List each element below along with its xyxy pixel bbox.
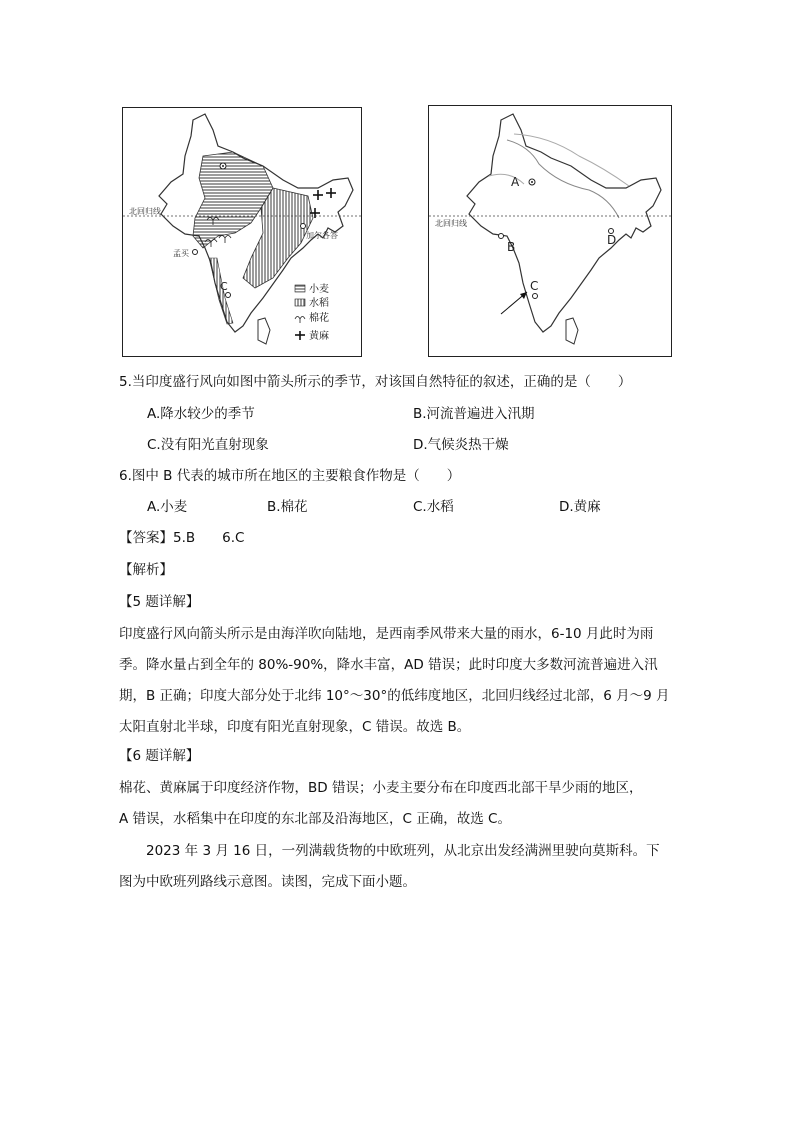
- q6-explanation: 棉花、黄麻属于印度经济作物，BD 错误；小麦主要分布在印度西北部干旱少雨的地区， A 错误，水稻集中在印度的东北部及沿海地区，C 正确，故选 C。: [119, 780, 643, 827]
- q5-explanation: 印度盛行风向箭头所示是由海洋吹向陆地，是西南季风带来大量的雨水，6-10 月此时为雨 季。降水量占到全年的 80%-90%，降水丰富，AD 错误；此时印度大多数河流普遍进入汛 期，B 正确；印度大部分处于北纬 10°～30°的低纬度地区，北回归线经过北部，6 月～9 月 太阳直射北半球，印度有阳光直射现象，C 错误。故选 B。: [119, 626, 670, 735]
- legend-cotton: 棉花: [309, 313, 329, 324]
- point-a: A: [511, 175, 520, 189]
- legend-wheat: 小麦: [309, 284, 329, 295]
- point-c-right: C: [530, 279, 539, 293]
- q5-option-d[interactable]: D.气候炎热干燥: [413, 437, 509, 453]
- q6-option-d[interactable]: D.黄麻: [559, 499, 601, 515]
- q5-option-b[interactable]: B.河流普遍进入汛期: [413, 406, 535, 422]
- next-question-intro: 2023 年 3 月 16 日，一列满载货物的中欧班列，从北京出发经满洲里驶向莫斯科。下 图为中欧班列路线示意图。读图，完成下面小题。: [119, 843, 660, 890]
- legend-jute: 黄麻: [309, 331, 329, 342]
- q6-option-b[interactable]: B.棉花: [267, 499, 308, 515]
- q5-option-c[interactable]: C.没有阳光直射现象: [147, 437, 269, 453]
- q6-detail-heading: 【6 题详解】: [119, 748, 200, 764]
- tropic-label-left: 北回归线: [129, 207, 161, 216]
- point-d: D: [607, 233, 617, 247]
- question-5-stem: 5.当印度盛行风向如图中箭头所示的季节，对该国自然特征的叙述，正确的是（ ）: [119, 374, 632, 390]
- mumbai-label: 孟买: [173, 249, 189, 258]
- sri-lanka: [258, 318, 270, 344]
- analysis-heading: 【解析】: [119, 562, 173, 578]
- question-6-stem: 6.图中 B 代表的城市所在地区的主要粮食作物是（ ）: [119, 468, 461, 484]
- tropic-label-right: 北回归线: [435, 219, 467, 228]
- q5-option-a[interactable]: A.降水较少的季节: [147, 406, 255, 422]
- point-b: B: [507, 240, 516, 254]
- legend-rice: 水稻: [309, 298, 329, 309]
- answer-line: 【答案】5.B 6.C: [119, 530, 245, 546]
- q5-detail-heading: 【5 题详解】: [119, 594, 200, 610]
- point-c-left: C: [220, 280, 228, 293]
- q6-option-c[interactable]: C.水稻: [413, 499, 454, 515]
- q6-option-a[interactable]: A.小麦: [147, 499, 188, 515]
- kolkata-label: 加尔各答: [306, 231, 338, 240]
- india-crop-map: [122, 107, 362, 357]
- india-outline-right: [467, 114, 661, 332]
- india-monsoon-map: [428, 105, 672, 357]
